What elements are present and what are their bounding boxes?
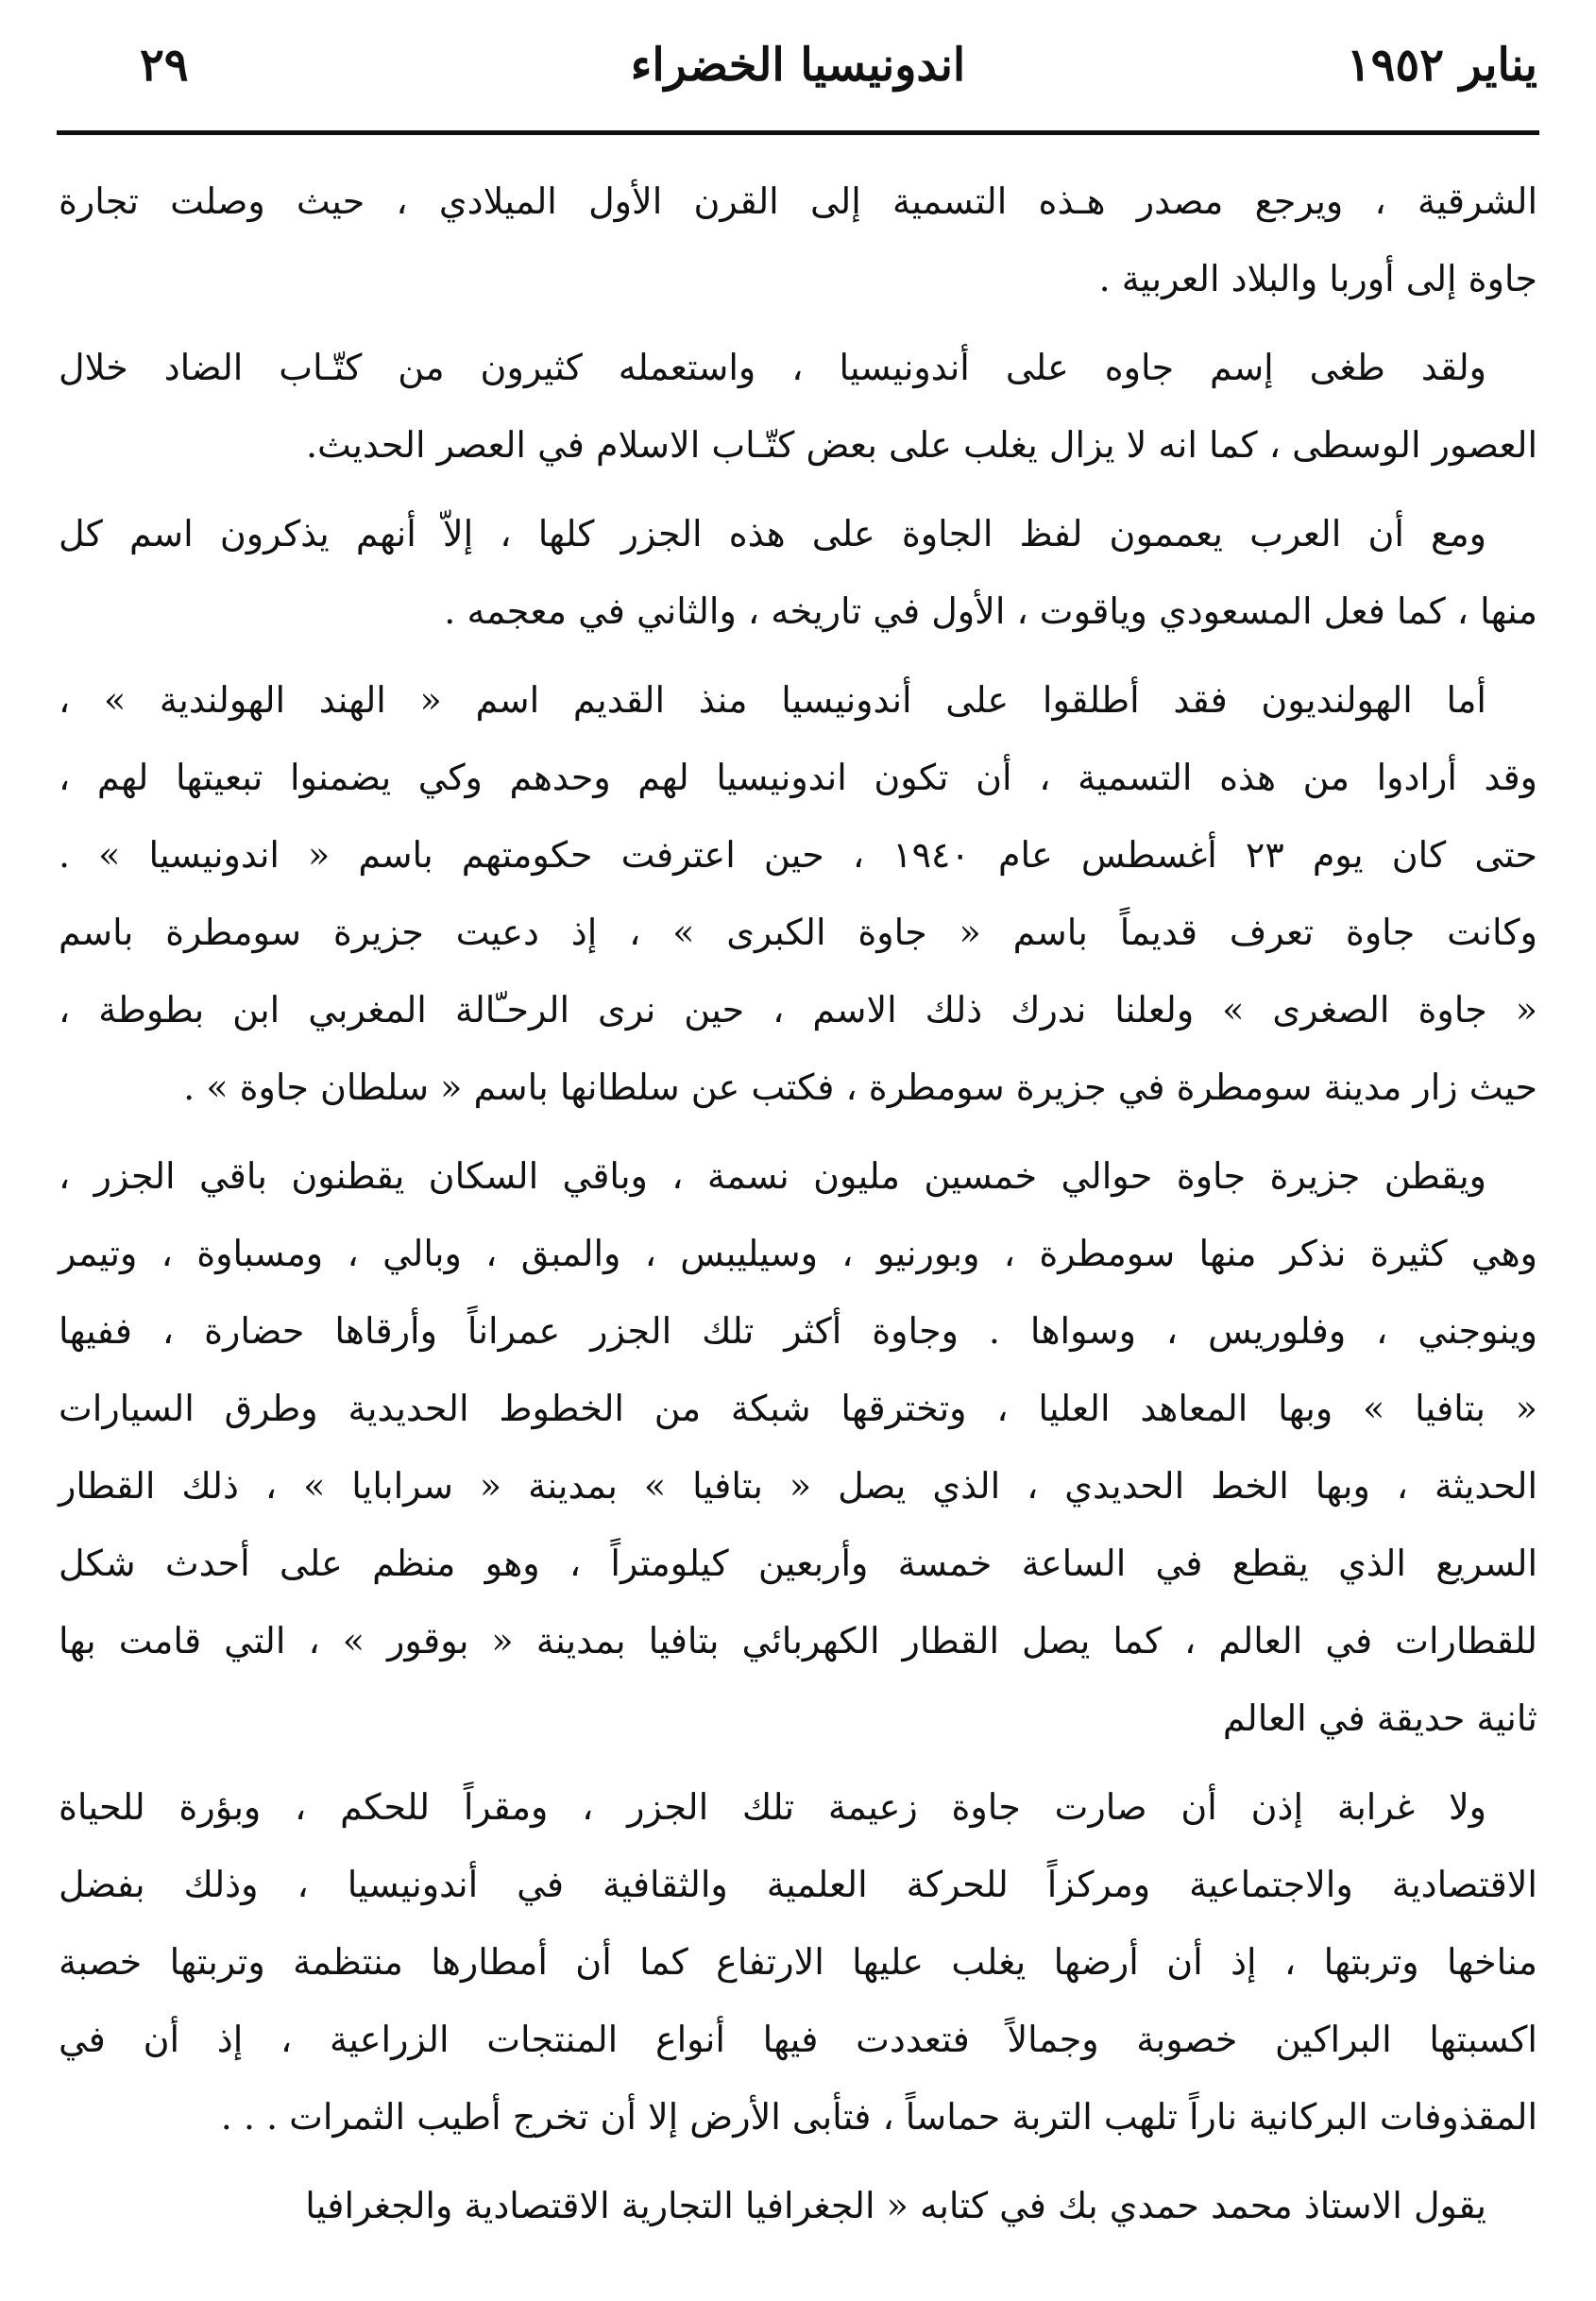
paragraph-6 [59, 1768, 1537, 2156]
paragraph-1 [59, 162, 1537, 317]
article-body [59, 162, 1537, 2244]
paragraph-3 [59, 495, 1537, 650]
header-date: يناير ١٩٥٢ [1346, 39, 1537, 92]
text-line: وقد أرادوا من هذه التسمية ، أن تكون اندونيسيا لهم وحدهم وكي يضمنوا تبعيتها لهم ، [59, 757, 1537, 798]
text-line: « بتافيا » وبها المعاهد العليا ، وتخترقها شبكة من الخطوط الحديدية وطرق السيارات [59, 1388, 1537, 1429]
text-line: وهي كثيرة نذكر منها سومطرة ، وبورنيو ، وسيليبس ، والمبق ، وبالي ، ومسباوة ، وتيمر [59, 1233, 1537, 1274]
text-line: ومع أن العرب يعممون لفظ الجاوة على هذه الجزر كلها ، إلاّ أنهم يذكرون اسم كل [59, 513, 1486, 554]
paragraph-7 [59, 2167, 1537, 2244]
paragraph-4 [59, 661, 1537, 1126]
text-line: أما الهولنديون فقد أطلقوا على أندونيسيا منذ القديم اسم « الهند الهولندية » ، [59, 679, 1486, 721]
text-line: ويقطن جزيرة جاوة حوالي خمسين مليون نسمة ، وباقي السكان يقطنون باقي الجزر ، [59, 1155, 1486, 1197]
paragraph-2 [59, 329, 1537, 484]
text-line: للقطارات في العالم ، كما يصل القطار الكهربائي بتافيا بمدينة « بوقور » ، التي قامت بها [59, 1620, 1537, 1662]
text-line: الحديثة ، وبها الخط الحديدي ، الذي يصل « بتافيا » بمدينة « سرابايا » ، ذلك القطار [59, 1465, 1537, 1507]
text-line: السريع الذي يقطع في الساعة خمسة وأربعين كيلومتراً ، وهو منظم على أحدث شكل [59, 1543, 1537, 1584]
text-line: وينوجني ، وفلوريس ، وسواها . وجاوة أكثر تلك الجزر عمراناً وأرقاها حضارة ، ففيها [59, 1310, 1537, 1352]
text-line: « جاوة الصغرى » ولعلنا ندرك ذلك الاسم ، حين نرى الرحـّالة المغربي ابن بطوطة ، [59, 989, 1537, 1031]
page-number: ٢٩ [140, 39, 189, 92]
text-line: ولقد طغى إسم جاوه على أندونيسيا ، واستعمله كثيرون من كتّـاب الضاد خلال [59, 347, 1486, 388]
page-header [59, 26, 1537, 104]
text-line: ولا غرابة إذن أن صارت جاوة زعيمة تلك الجزر ، ومقراً للحكم ، وبؤرة للحياة [59, 1786, 1486, 1828]
text-line: العصور الوسطى ، كما انه لا يزال يغلب على بعض كتّـاب الاسلام في العصر الحديث. [305, 424, 1537, 466]
text-line: الاقتصادية والاجتماعية ومركزاً للحركة العلمية والثقافية في أندونيسيا ، وذلك بفضل [59, 1864, 1537, 1905]
text-line: منها ، كما فعل المسعودي وياقوت ، الأول في تاريخه ، والثاني في معجمه . [444, 590, 1537, 632]
text-line: حتى كان يوم ٢٣ أغسطس عام ١٩٤٠ ، حين اعترفت حكومتهم باسم « اندونيسيا » . [59, 834, 1537, 876]
text-line: جاوة إلى أوربا والبلاد العربية . [1098, 258, 1537, 299]
header-title: اندونيسيا الخضراء [630, 39, 966, 92]
paragraph-5 [59, 1137, 1537, 1757]
text-line: يقول الاستاذ محمد حمدي بك في كتابه « الجغرافيا التجارية الاقتصادية والجغرافيا [305, 2185, 1486, 2226]
text-line: وكانت جاوة تعرف قديماً باسم « جاوة الكبرى » ، إذ دعيت جزيرة سومطرة باسم [59, 912, 1537, 953]
text-line: المقذوفات البركانية ناراً تلهب التربة حماساً ، فتأبى الأرض إلا أن تخرج أطيب الثمرات . . . [220, 2096, 1537, 2138]
text-line: الشرقية ، ويرجع مصدر هـذه التسمية إلى القرن الأول الميلادي ، حيث وصلت تجارة [59, 180, 1537, 222]
header-rule [57, 130, 1539, 135]
text-line: ثانية حديقة في العالم [1222, 1697, 1537, 1739]
text-line: حيث زار مدينة سومطرة في جزيرة سومطرة ، فكتب عن سلطانها باسم « سلطان جاوة » . [183, 1066, 1537, 1108]
text-line: اكسبتها البراكين خصوبة وجمالاً فتعددت فيها أنواع المنتجات الزراعية ، إذ أن في [59, 2019, 1537, 2060]
text-line: مناخها وتربتها ، إذ أن أرضها يغلب عليها الارتفاع كما أن أمطارها منتظمة وتربتها خصبة [59, 1941, 1537, 1983]
